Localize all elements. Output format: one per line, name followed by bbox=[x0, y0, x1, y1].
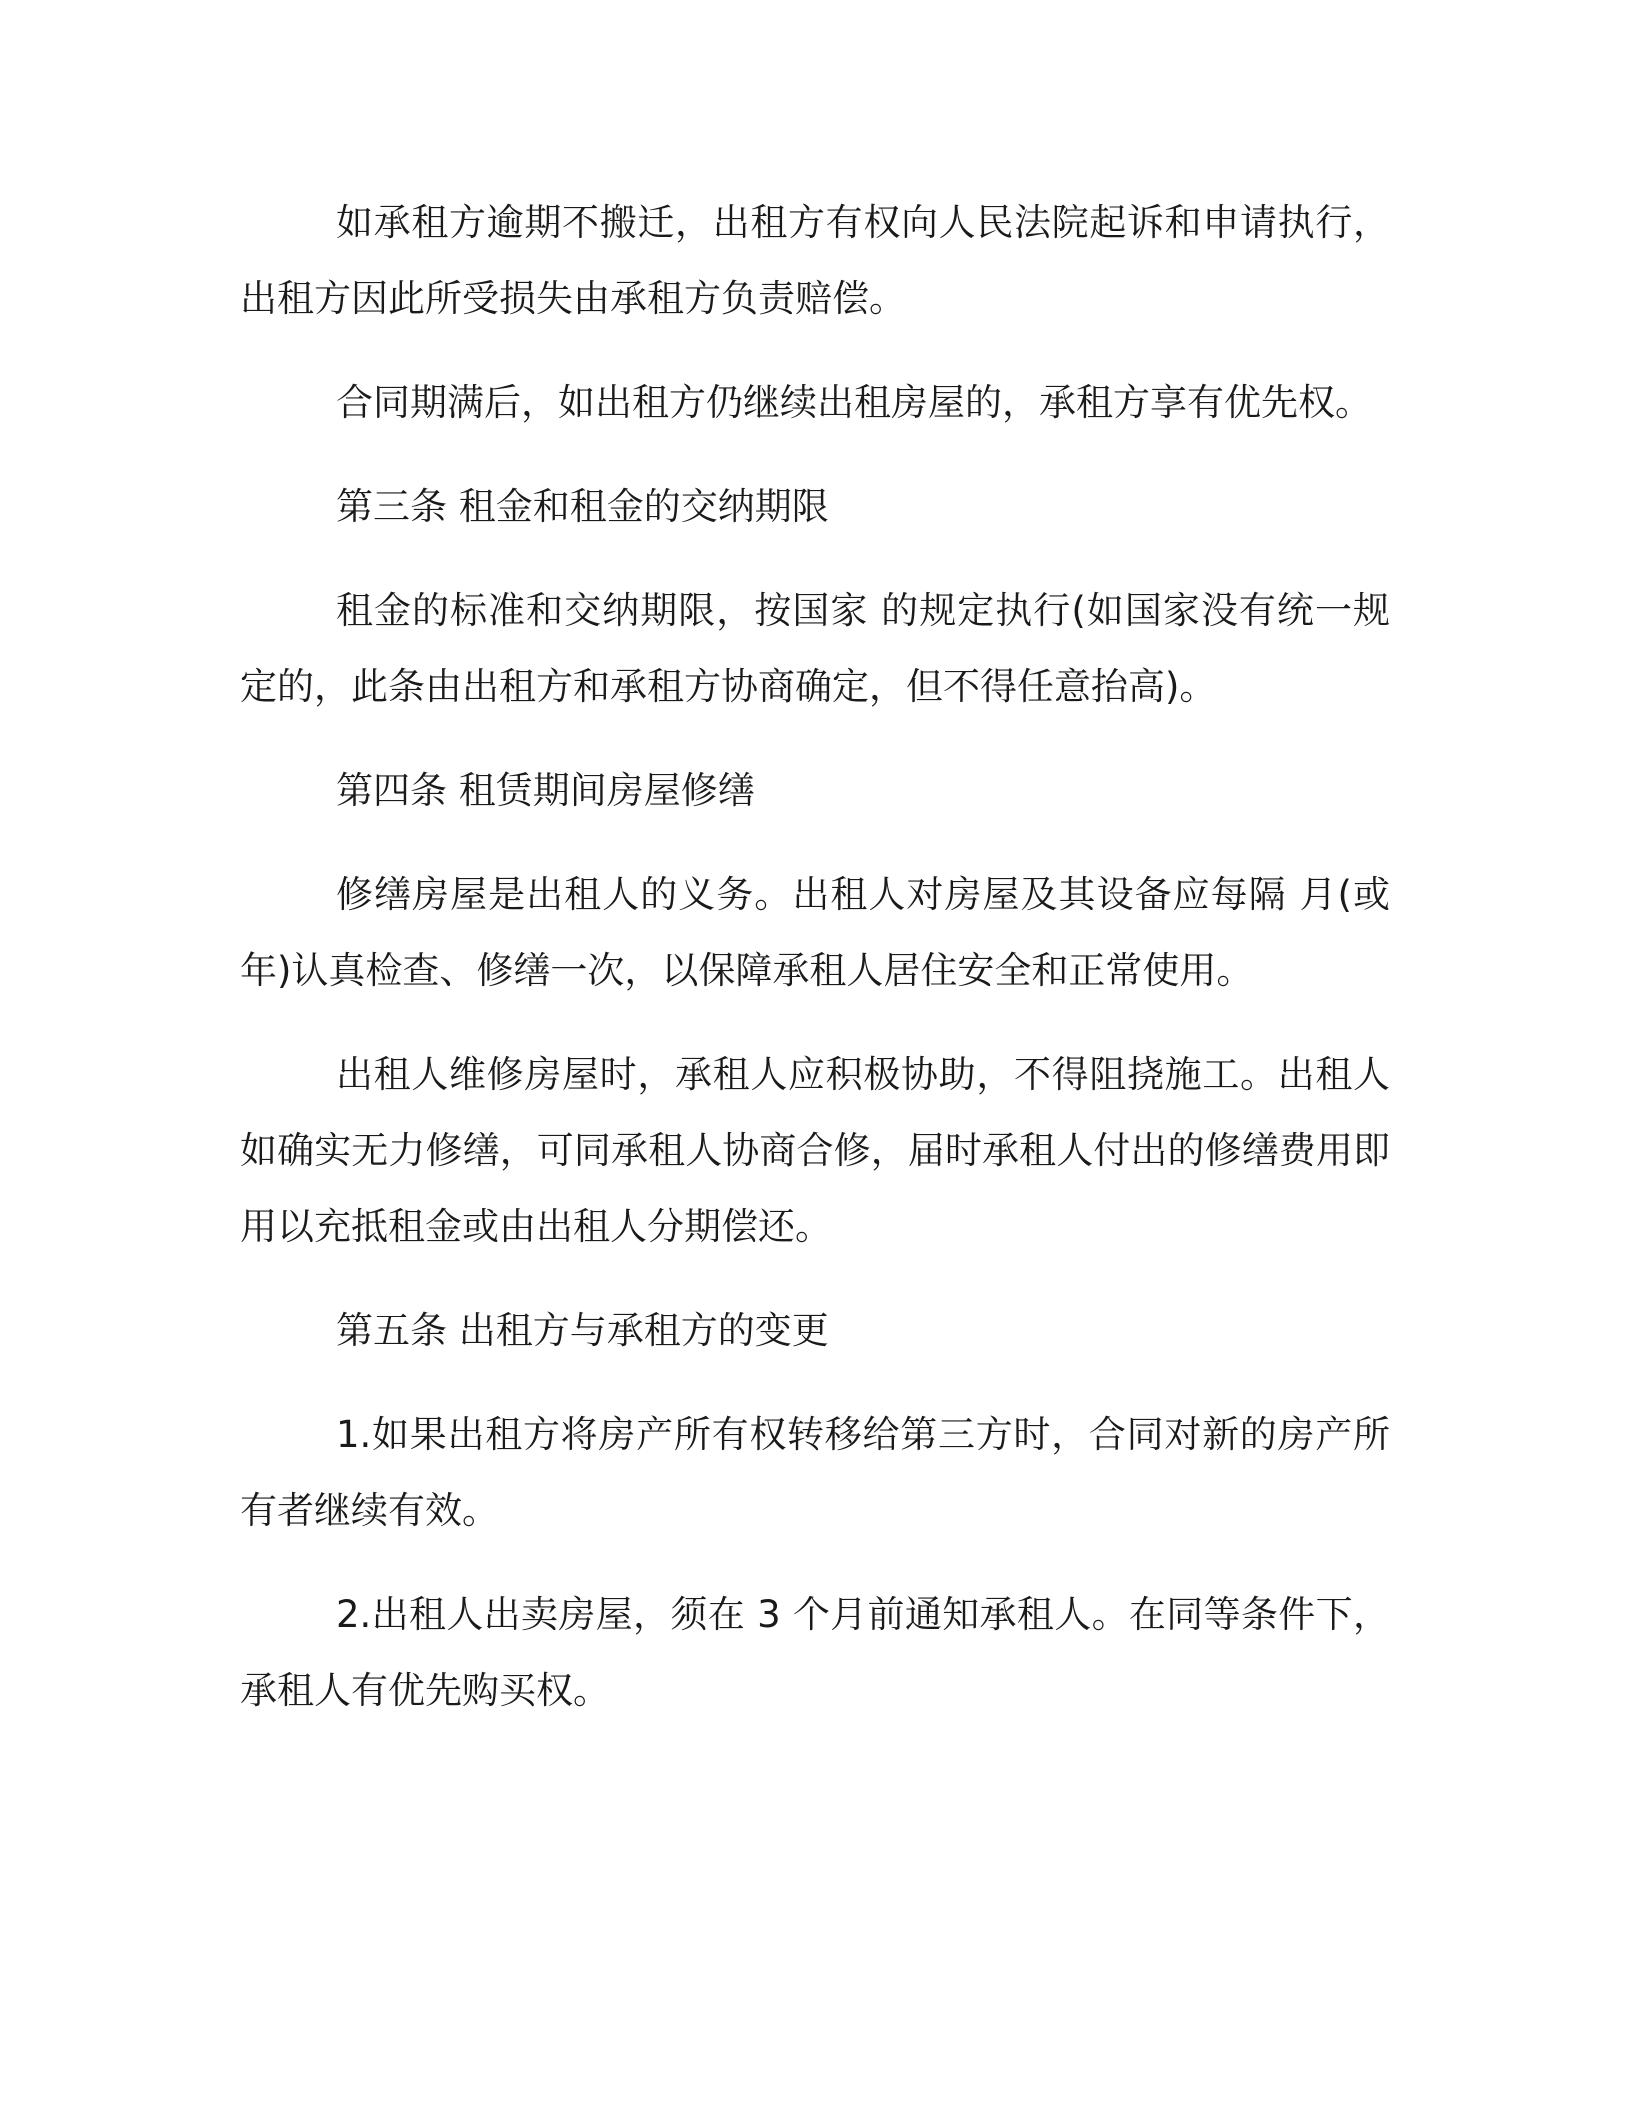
paragraph-repair-duty: 修缮房屋是出租人的义务。出租人对房屋及其设备应每隔 月(或年)认真检查、修缮一次，以保障承租人居住安全和正常使用。 bbox=[240, 873, 1390, 992]
article-3-heading: 第三条 租金和租金的交纳期限 bbox=[336, 485, 829, 528]
paragraph-sale-notice: 2.出租人出卖房屋，须在 3 个月前通知承租人。在同等条件下，承租人有优先购买权。 bbox=[240, 1593, 1390, 1712]
article-5-heading: 第五条 出租方与承租方的变更 bbox=[336, 1309, 829, 1352]
article-4-heading: 第四条 租赁期间房屋修缮 bbox=[336, 769, 755, 812]
document-body bbox=[240, 185, 1390, 1757]
paragraph-repair-assist: 出租人维修房屋时，承租人应积极协助，不得阻挠施工。出租人如确实无力修缮，可同承租人协商合修，届时承租人付出的修缮费用即用以充抵租金或由出租人分期偿还。 bbox=[240, 1053, 1390, 1248]
paragraph-renewal-priority: 合同期满后，如出租方仍继续出租房屋的，承租方享有优先权。 bbox=[336, 381, 1372, 424]
paragraph-ownership-transfer: 1.如果出租方将房产所有权转移给第三方时，合同对新的房产所有者继续有效。 bbox=[240, 1413, 1390, 1532]
paragraph-rent-standard: 租金的标准和交纳期限，按国家 的规定执行(如国家没有统一规定的，此条由出租方和承租方协商确定，但不得任意抬高)。 bbox=[240, 589, 1390, 708]
paragraph-eviction: 如承租方逾期不搬迁，出租方有权向人民法院起诉和申请执行，出租方因此所受损失由承租方负责赔偿。 bbox=[240, 201, 1390, 320]
